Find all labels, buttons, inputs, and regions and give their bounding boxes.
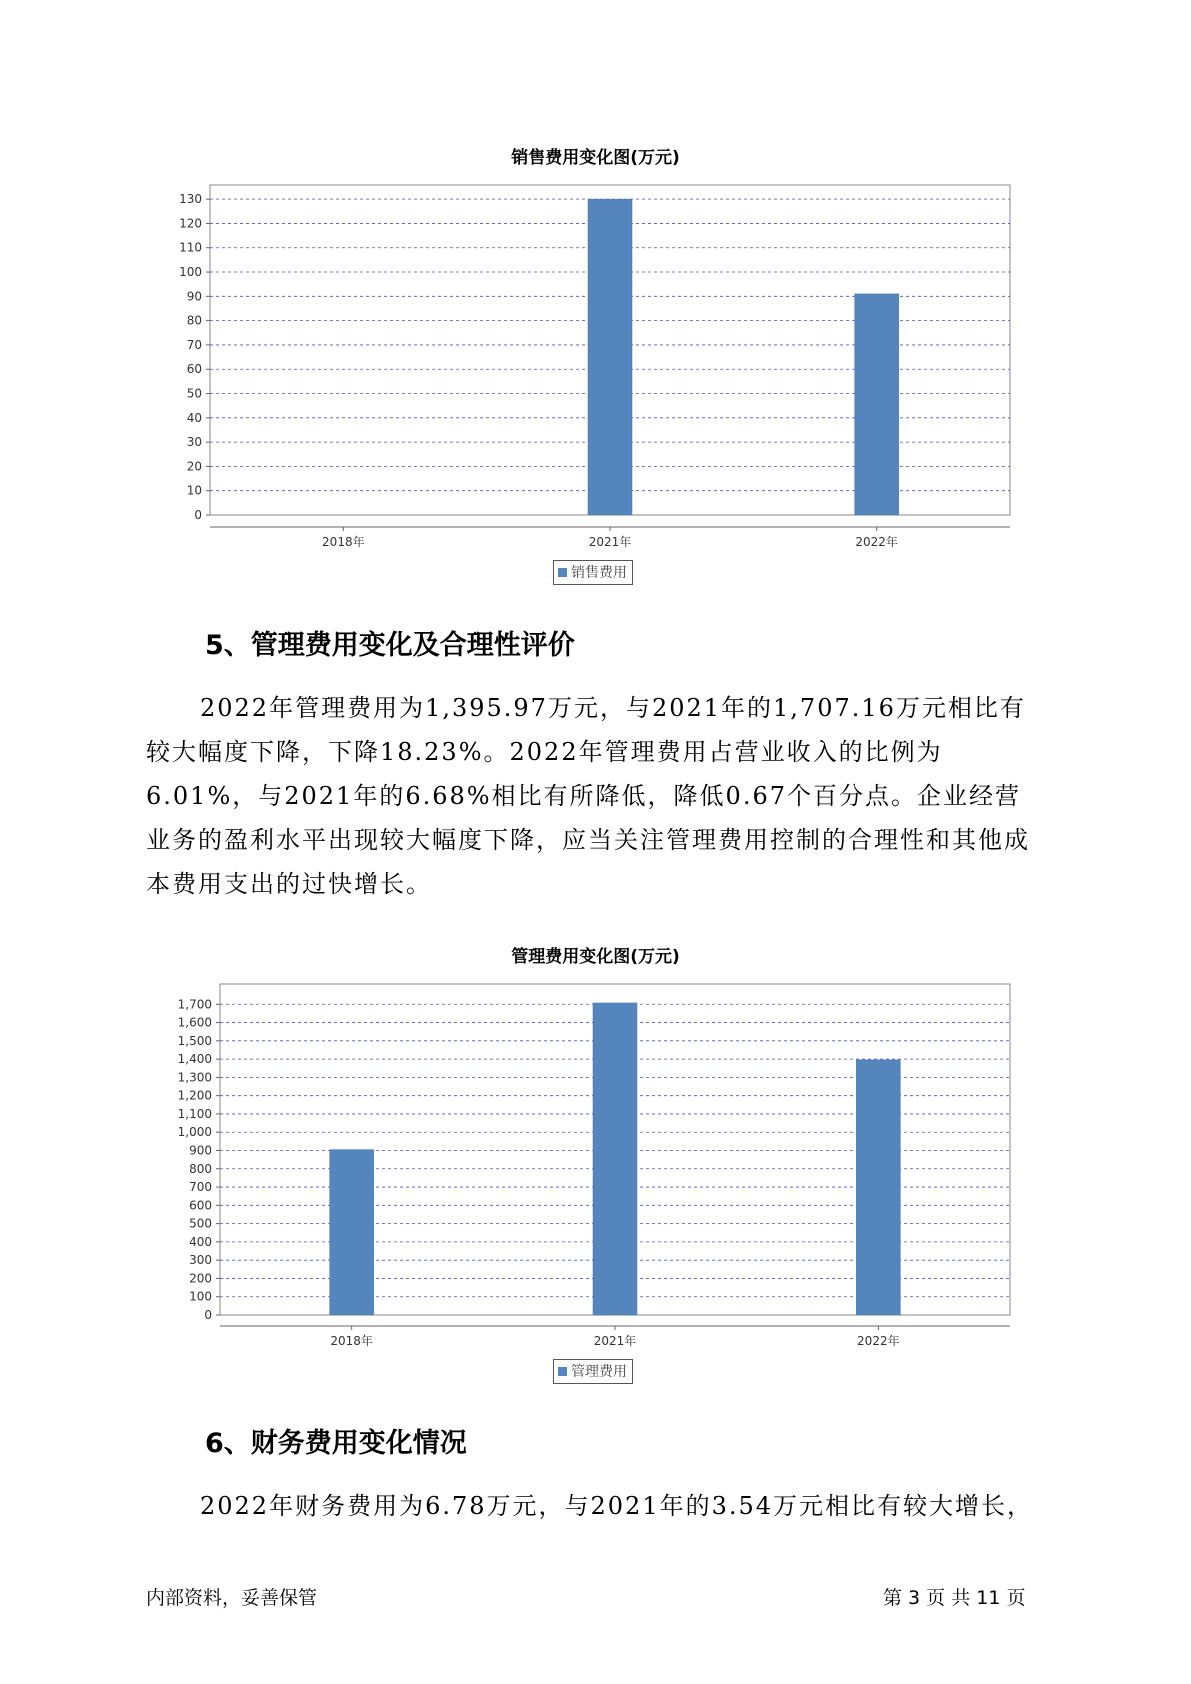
bar <box>856 1060 900 1315</box>
admin-chart-legend <box>553 1359 633 1384</box>
bar <box>330 1150 374 1315</box>
section-6-paragraph <box>146 1484 1046 1528</box>
x-tick-label: 2022年 <box>857 1334 900 1348</box>
y-tick-label: 1,600 <box>177 1015 212 1030</box>
chart-title-sales: 销售费用变化图(万元) <box>511 148 680 168</box>
y-tick-label: 60 <box>186 362 202 377</box>
y-tick-label: 1,500 <box>177 1033 212 1048</box>
section-5-text: 2022年管理费用为1,395.97万元，与2021年的1,707.16万元相比有较大幅度下降，下降18.23%。2022年管理费用占营业收入的比例为6.01%，与2021年的6.68%相比有所降低，降低0.67个百分点。企业经营业务的盈利水平出现较大幅度下降，应当关注管理费用控制的合理性和其他成本费用支出的过快增长。 <box>146 694 1030 898</box>
section-5-heading: 5、管理费用变化及合理性评价 <box>205 630 575 661</box>
y-tick-label: 100 <box>179 265 202 280</box>
y-tick-label: 200 <box>189 1271 212 1286</box>
y-tick-label: 130 <box>179 192 202 207</box>
legend-swatch <box>558 1367 567 1376</box>
chart-title-admin: 管理费用变化图(万元) <box>511 947 680 967</box>
y-tick-label: 80 <box>186 313 202 328</box>
y-tick-label: 110 <box>179 240 202 255</box>
y-tick-label: 10 <box>186 483 202 498</box>
y-tick-label: 900 <box>189 1143 212 1158</box>
y-tick-label: 90 <box>186 289 202 304</box>
y-tick-label: 0 <box>194 508 202 522</box>
y-tick-label: 800 <box>189 1161 212 1176</box>
y-tick-label: 400 <box>189 1234 212 1249</box>
y-tick-label: 300 <box>189 1253 212 1268</box>
y-tick-label: 50 <box>186 386 202 401</box>
y-tick-label: 70 <box>186 337 202 352</box>
y-tick-label: 20 <box>186 459 202 474</box>
y-tick-label: 0 <box>204 1308 212 1322</box>
x-tick-label: 2018年 <box>330 1334 373 1348</box>
footer-page-number: 第 3 页 共 11 页 <box>883 1587 1026 1609</box>
x-tick-label: 2021年 <box>588 535 632 549</box>
section-6-heading: 6、财务费用变化情况 <box>205 1428 467 1459</box>
y-tick-label: 120 <box>179 216 202 231</box>
y-tick-label: 40 <box>186 410 202 425</box>
y-tick-label: 1,100 <box>177 1106 212 1121</box>
x-tick-label: 2021年 <box>593 1334 637 1348</box>
y-tick-label: 30 <box>186 435 202 450</box>
footer-confidential: 内部资料，妥善保管 <box>146 1587 318 1609</box>
bar <box>593 1003 637 1315</box>
x-tick-label: 2022年 <box>855 535 898 549</box>
y-tick-label: 100 <box>189 1289 212 1304</box>
y-tick-label: 1,200 <box>177 1088 212 1103</box>
x-tick-label: 2018年 <box>322 535 365 549</box>
y-tick-label: 500 <box>189 1216 212 1231</box>
legend-label: 管理费用 <box>571 1364 627 1380</box>
y-tick-label: 600 <box>189 1198 212 1213</box>
y-tick-label: 700 <box>189 1180 212 1195</box>
section-6-text: 2022年财务费用为6.78万元，与2021年的3.54万元相比有较大增长， <box>200 1492 1034 1520</box>
y-tick-label: 1,400 <box>177 1052 212 1067</box>
y-tick-label: 1,700 <box>177 997 212 1012</box>
y-tick-label: 1,300 <box>177 1070 212 1085</box>
y-tick-label: 1,000 <box>177 1125 212 1140</box>
legend-label: 销售费用 <box>571 565 627 581</box>
